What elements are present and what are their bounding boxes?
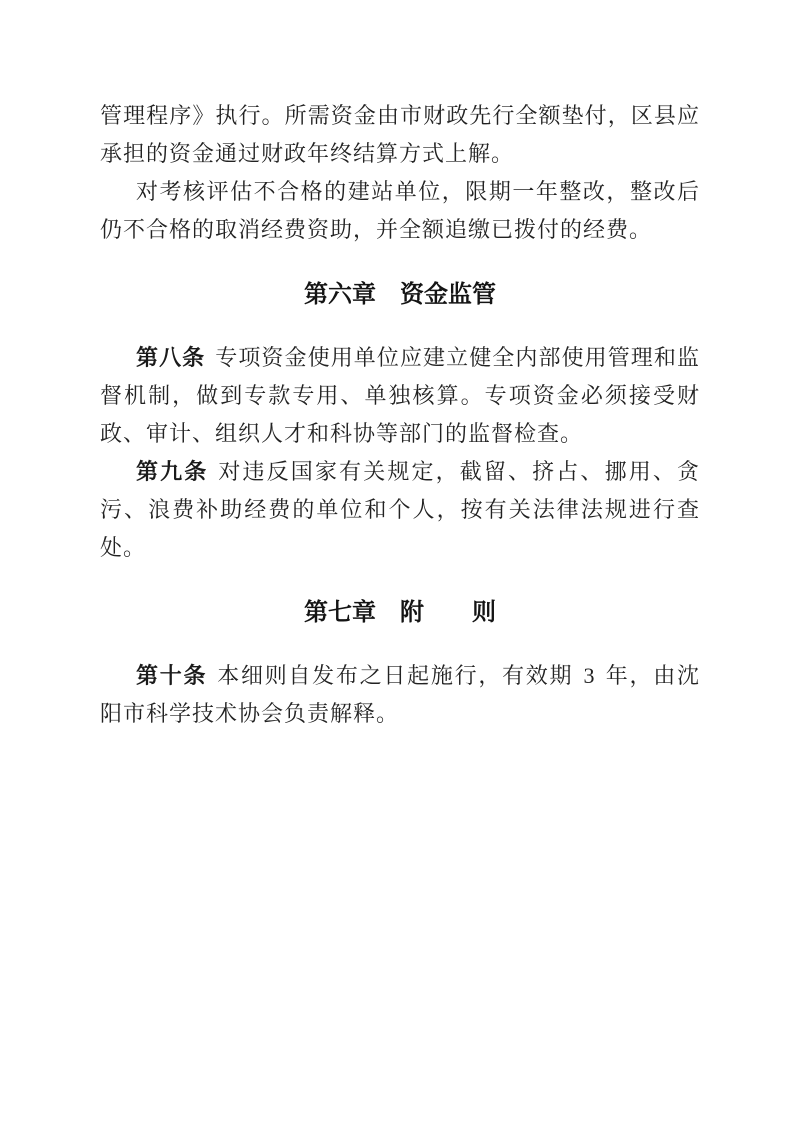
article-10-text: 本细则自发布之日起施行，有效期 3 年，由沈阳市科学技术协会负责解释。	[100, 663, 700, 726]
article-9-text: 对违反国家有关规定，截留、挤占、挪用、贪污、浪费补助经费的单位和个人，按有关法律法规进行查处。	[100, 459, 700, 560]
article-10-label: 第十条	[136, 663, 208, 688]
article-8	[100, 339, 700, 453]
paragraph-continuation: 管理程序》执行。所需资金由市财政先行全额垫付，区县应承担的资金通过财政年终结算方式上解。	[100, 103, 700, 166]
article-8-text: 专项资金使用单位应建立健全内部使用管理和监督机制，做到专款专用、单独核算。专项资金必须接受财政、审计、组织人才和科协等部门的监督检查。	[100, 345, 700, 446]
article-8-label: 第八条	[136, 345, 206, 370]
paragraph-rectification: 对考核评估不合格的建站单位，限期一年整改，整改后仍不合格的取消经费资助，并全额追缴已拨付的经费。	[100, 179, 700, 242]
article-9-label: 第九条	[136, 459, 209, 484]
article-10	[100, 657, 700, 733]
chapter-7-heading: 第七章 附 则	[304, 599, 496, 626]
chapter-6-heading: 第六章 资金监管	[304, 281, 496, 308]
article-9	[100, 453, 700, 567]
